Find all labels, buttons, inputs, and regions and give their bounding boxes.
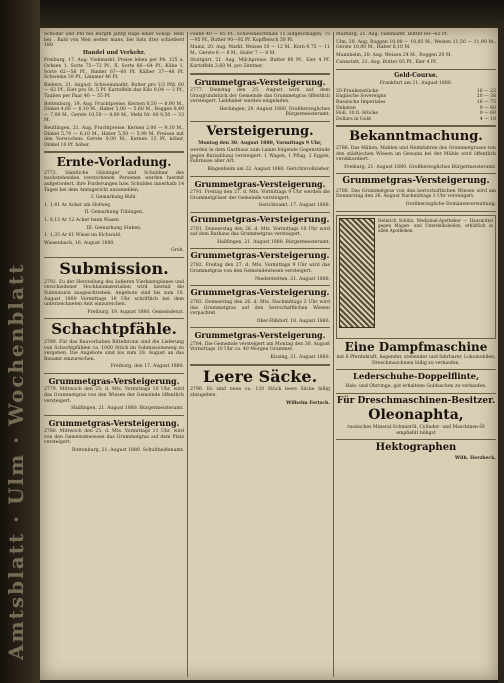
spine-title: Amtsblatt · Ulm · Wochenblatt: [4, 262, 28, 660]
ad-heading: Grummetgras-Versteigerung.: [48, 417, 180, 428]
divider: [190, 364, 330, 366]
currency-row: [336, 117, 496, 123]
ad-signature: Freiburg, 21. August 1880. Großherzogliches Bürgermeisteramt.: [344, 164, 496, 170]
ad-heading: Grummetgras-Versteigerung.: [48, 376, 180, 387]
market-paragraph: Cannstatt, 21. Aug. Butter 85 Pf., Eier 4 Pf.: [336, 60, 438, 66]
engraving-illustration: [339, 218, 375, 328]
divider: [44, 257, 184, 258]
ad-line: III. Gemarkung Stuben.: [86, 225, 142, 231]
divider: [336, 439, 496, 440]
divider: [190, 73, 330, 75]
ad-heading: Für Dreschmaschinen-Besitzer.: [336, 395, 496, 406]
ad-heading: Lederschuhe-Doppelflinte,: [352, 372, 480, 383]
currency-name: 20-Frankenstücke: [336, 88, 379, 94]
divider: [336, 369, 496, 370]
divider: [190, 285, 330, 286]
ad-body: 2772. Sämtliche Gläubiger und Schuldner des nachstehenden verstorbenen Personen werden hiermit aufgefordert, ihre Forderungen bzw. Schulden innerhalb 14 Tagen bei dem Amtsgericht anzumelden.: [44, 170, 184, 193]
ad-heading: Ernte-Vorladung.: [56, 155, 172, 170]
ad-signature: Niederstetten, 21. August 1880.: [254, 276, 330, 282]
ad-line: II. Gemarkung Tübingen.: [84, 210, 144, 216]
market-paragraph: Biebers, 21. August. Schweinmarkt. Butter pro 1/2 Pfd. 60 — 62 Pf., Eier pro St. 5 Pf. Kartoffeln das Kilo 0,04 — 3 Pf., Tauben per Paar 40 — 55 Pf.: [44, 82, 184, 99]
currency-name: Dollars in Gold: [336, 116, 371, 122]
ad-heading: Hektographen: [375, 442, 457, 454]
ad-heading: Eine Dampfmaschine: [344, 339, 488, 354]
divider: [190, 248, 330, 249]
market-paragraph: Mainz, 20. Aug. Markt. Weizen 10 — 12 M., Korn 9,75 — 11 M., Gerste 6 — 8 M., Hafer 7 — 8 M.: [190, 45, 330, 56]
market-paragraph: Reutlingen, 21. Aug. Fruchtpreise. Kernen 2,00 — 9,10 M., Dinkel 5,70 — 6,10 M., Haber 5,50 — 5,90 M. Preisen mit den Vorwochen: Gerste 9,00 M., Kernen 15 Pf. höher, Dinkel 10 Pf. höher.: [44, 125, 184, 148]
market-paragraph: Marburg, 21. Aug. Viehmarkt. Butter 60—65 Pf.: [336, 32, 448, 37]
ad-line: Wiesenbach, 16. August 1880.: [44, 240, 115, 246]
market-paragraph: Feldle 40 — 85 Pf., Schweineschmalz 15 aufgeschlagen, 75—95 Pf., Butter 90—92 Pf. Kopffleisch 50 Pf.: [190, 32, 330, 43]
column-rule-2: [333, 32, 334, 677]
divider: [336, 393, 496, 394]
currency-value: 20 — 38: [476, 94, 496, 100]
ad-body: 2792. Zu der Herstellung des äußeren Vierkantsplanes und verschiedener Hochbaumaterialien wird hiermit die Submission ausgeschrieben. Angebote sind bis zum 10. August 1880 Vormittags 10 Uhr schriftlich bei dem unterzeichneten Amt einzureichen.: [44, 279, 184, 308]
column-right: [336, 32, 496, 677]
ad-body: 2789. Für das Bauvorhaben Bittelbronn sind die Lieferung von Schachtpfählen ca. 1000 Stück im Submissionsweg zu vergeben. Die Angebote sind bis zum 28. August an das Bauamt einzureichen.: [44, 340, 184, 362]
ad-body: 2786. Das Mähen, Mahlen und Heimfahren des Grummetgrases von den städtischen Wiesen im Gewann bei der Mühle wird öffentlich verakkordiert.: [336, 146, 496, 163]
ad-signature: Kissing, 21. August 1880.: [270, 354, 330, 360]
ad-heading: Leere Säcke.: [202, 366, 318, 386]
ad-heading: Schachtpfähle.: [51, 320, 177, 339]
ad-heading: Grummetgras-Versteigerung.: [342, 176, 490, 187]
right-edge: [498, 20, 504, 683]
divider: [336, 173, 496, 174]
ad-signature: Gerichtsamt, 17. August 1880.: [258, 203, 330, 209]
ad-body: 2783. Donnerstag den 26. d. Mts. Nachmittags 2 Uhr wird das Grummetgras auf den herrschaftlichen Wiesen verpachtet.: [190, 300, 330, 317]
currency-value: 9 — 60: [479, 105, 496, 111]
divider: [44, 151, 184, 153]
divider: [336, 125, 496, 127]
ad-body: 2781. Donnerstag den 26. d. Mts. Vormittags 10 Uhr wird auf dem Rathaus das Grummetgras versteigert.: [190, 226, 330, 238]
ad-signature: Wilh. Herzbeck.: [454, 455, 496, 461]
ad-heading: Oleonaphta,: [368, 407, 464, 424]
currency-value: 4 — 18: [479, 116, 496, 122]
section-heading: Geld-Course.: [394, 71, 438, 79]
ad-heading: Grummetgras-Versteigerung.: [194, 330, 326, 341]
currency-value: 16 — 22: [476, 88, 496, 94]
ad-body: 2780. Mittwoch den 25. d. Mts. Vormittags 11 Uhr, wird von den Gemeindewiesen das Grummetgras auf dem Platz versteigert.: [44, 429, 184, 446]
ad-signature: Ober-Rißdorf, 18. August 1880.: [256, 318, 330, 324]
ad-body: Hals- und Ohrringe, gut erhaltene Goldsachen zu verkaufen.: [345, 384, 487, 390]
ad-body: russisches Mineral-Schmieröl, Cylinder- und Maschinen-Öl empfiehlt billigst: [347, 425, 485, 436]
market-paragraph: Schöder und Pfd bei Bürgth jahrg Raps einer Schop- fenn bei . Bald von Wen weiter mans, bei Sats itter schiefierd 180.: [44, 32, 184, 49]
market-paragraph: Rottenburg, 19. Aug. Fruchtpreise. Kernen 0,50 — 8,90 M., Dinkel 4,60 — 6,10 M., Haber 5,00 — 5,60 M., Roggen 8,40 — 7,00 M., Gerste 10,50 — 8,80 M., Mehl Nr. 00 9,50 — 33 M.: [44, 101, 184, 124]
ad-signature: Hailfingen, 21. August 1880. Bürgermeisteramt.: [217, 239, 330, 245]
ad-body: 2777. Dienstag den 25. August wird auf dem Grasgrundstück der Gemeinde das Grummetgras öffentlich versteigert. Liebhaber werden eingeladen.: [190, 87, 330, 105]
section-heading: Handel und Verkehr.: [82, 49, 146, 56]
ad-body: mit 6 Pferdekraft, liegender, stehender und fahrbarer, Lokomobilen, Dreschmaschinen billig zu verkaufen.: [336, 355, 496, 366]
divider: [336, 211, 496, 212]
divider: [190, 176, 330, 177]
ad-body: werden in dem Gasthaus zum Lamm folgende Gegenstände gegen Barzahlung versteigert: 1 Wagen, 1 Pflug, 2 Eggen, Fahrnisse aller Art.: [190, 148, 330, 165]
medicine-ad-box: [336, 215, 496, 339]
ad-body: Heinrich Schütz, Medizinal-Apotheker — Hausmittel gegen Magen- und Unterleibsleiden, erhältlich in allen Apotheken.: [378, 217, 493, 233]
ad-signature: Hailfingen, 21. August 1880. Bürgermeisteramt.: [71, 406, 184, 412]
ad-heading: Grummetgras-Versteigerung.: [190, 288, 330, 299]
ad-body: 2790. Es sind neue ca. 120 Stück leere Säcke billig abzugeben.: [190, 387, 330, 398]
column-rule-1: [187, 32, 188, 677]
market-paragraph: Freiburg, 17. Aug. Viehmarkt. Preise leben per Ph. 125 u. Ochsen 1. Sorte 75—72 Pf., II. Sorte 66—64 Pf.; Kühe 1. Sorte 62—56 Pf., Rinder 67—60 Pf. Kälber 37—48 Pf. Schweine 59 Pf., Lämmer 46 Pf.: [44, 58, 184, 81]
ad-line: 1. 1,41 Ar Acker am Hofweg: [44, 202, 111, 208]
ad-body: 2779. Mittwoch den 25. d. Mts. Vormittags 10 Uhr, wird das Grummetgras von den Wiesen der Gemeinde öffentlich versteigert.: [44, 387, 184, 404]
ad-heading: Versteigerung.: [206, 123, 314, 139]
ad-signature: Hechingen, 20. August 1880. Großherzogliches Bürgermeisteramt.: [219, 106, 330, 118]
divider: [190, 121, 330, 122]
ad-heading: Grummetgras-Versteigerung.: [190, 214, 330, 225]
section-subheading: Frankfurt am 21. August 1880.: [379, 81, 453, 87]
ad-signature: Groh.: [170, 248, 184, 254]
ad-body: 2791. Freitag den 27. d. Mts. Vormittags 9 Uhr werden die Grummetgräser der Gemeinde versteigert.: [190, 189, 330, 201]
ad-signature: Freiburg, den 17. August 1880.: [110, 364, 184, 370]
ad-body: 2788. Das Grummetgras von den herrschaftlichen Wiesen wird am Donnerstag den 26. August Nachmittags 1 Uhr versteigert.: [336, 188, 496, 200]
currency-name: Holl. 10 fl.-Stücke: [336, 111, 379, 117]
divider: [44, 373, 184, 374]
ad-heading: Grummetgras-Versteigerung.: [190, 251, 330, 262]
divider: [44, 415, 184, 416]
ad-line: 1. 8,13 Ar 12 Acker beim Wasen: [44, 218, 119, 224]
currency-table: [336, 89, 496, 123]
ad-heading: Grummetgras-Versteigerung.: [194, 178, 326, 189]
market-paragraph: Stuttgart, 21. Aug. Milchpreise. Butter 80 Pf., Eier 4 Pf. Kartoffeln 3,60 M. pro Zentner.: [190, 58, 330, 69]
ad-date: Montag den 30. August 1880, Vormittags 9 Uhr,: [198, 140, 322, 146]
currency-name: Russische Imperiales: [336, 100, 386, 106]
currency-name: Englische Sovereigns: [336, 94, 387, 100]
currency-value: 16 — 75: [476, 100, 496, 106]
divider: [190, 327, 330, 328]
ad-signature: Wilhelm Fertsch.: [286, 400, 330, 406]
book-spine: [0, 0, 40, 683]
divider: [44, 318, 184, 319]
column-middle: [190, 32, 330, 677]
ad-heading: Bekanntmachung.: [349, 129, 483, 145]
ad-signature: Freiburg, 19. August 1880. Gemeinderat.: [87, 309, 184, 315]
currency-name: Dukaten: [336, 105, 356, 111]
ad-heading: Grummetgras-Versteigerung.: [194, 76, 326, 87]
market-paragraph: Ulm, 20. Aug. Roggen 10,00 — 10,85 M., Weizen 11,50 — 11,90 M., Gerste 10,80 M., Haber 8,10 M.: [336, 39, 496, 51]
ad-body: 2782. Freitag den 27. d. Mts. Vormittags 9 Uhr wird das Grummetgras von den Gemeindewiesen versteigert.: [190, 263, 330, 274]
divider: [336, 69, 496, 70]
market-paragraph: Mannheim, 20. Aug. Weizen 24 M., Roggen 20 M.: [336, 52, 452, 58]
divider: [190, 212, 330, 213]
ad-heading: Submission.: [59, 259, 169, 278]
ad-body: 2784. Die Gemeinde versteigert am Montag den 30. August Vormittags 10 Uhr ca. 40 Morgen Grummet.: [190, 341, 330, 353]
ad-signature: Bingenheim am 22. August 1880. Gerichtsvollzieher.: [207, 166, 330, 172]
top-edge: [40, 0, 504, 28]
ad-signature: Rottenburg, 21. August 1880. Schultheißenamt.: [71, 448, 184, 454]
column-left: [44, 32, 184, 677]
ad-signature: Großherzogliche Domänenverwaltung.: [405, 202, 496, 208]
ad-line: 1. 1,35 Ar 61 Wiese im Eichwald.: [44, 233, 122, 239]
currency-value: 9 — 60: [479, 111, 496, 117]
ad-line: I. Gemarkung Bühl.: [91, 195, 137, 201]
